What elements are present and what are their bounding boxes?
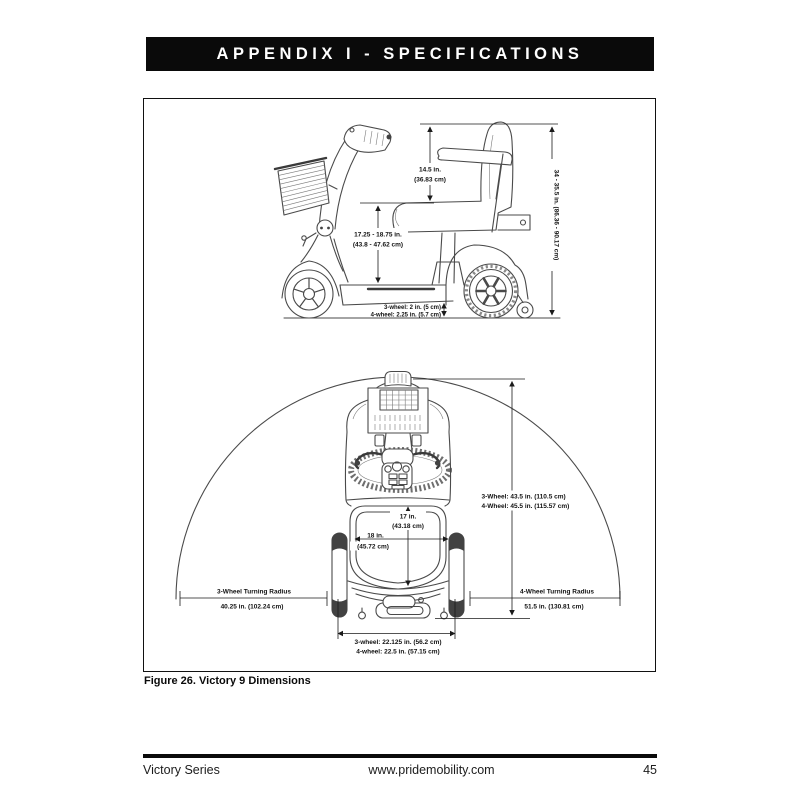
footer-rule — [143, 754, 657, 758]
dim-turning-radius-4wheel-label — [520, 589, 594, 611]
dim-overall-length-label — [480, 491, 571, 511]
svg-text:3-Wheel Turning Radius: 3-Wheel Turning Radius — [217, 588, 291, 596]
svg-text:4-Wheel Turning Radius: 4-Wheel Turning Radius — [520, 588, 594, 596]
svg-text:40.25 in. (102.24 cm): 40.25 in. (102.24 cm) — [220, 603, 284, 611]
footer-series: Victory Series — [143, 763, 220, 777]
svg-text:4-wheel: 2.25 in. (5.7 cm): 4-wheel: 2.25 in. (5.7 cm) — [370, 312, 441, 319]
dimensions-diagram — [144, 99, 654, 670]
svg-text:34 - 35.5 in. (86.36 - 90.17 c: 34 - 35.5 in. (86.36 - 90.17 cm) — [552, 169, 560, 261]
footer-page-number: 45 — [643, 763, 657, 777]
svg-text:3-Wheel: 43.5 in. (110.5 cm): 3-Wheel: 43.5 in. (110.5 cm) — [481, 493, 566, 501]
figure-box — [143, 98, 656, 672]
dim-turning-radius-3wheel-label — [217, 589, 291, 611]
page-footer — [143, 763, 657, 777]
dim-seat-width-label — [350, 531, 396, 551]
svg-text:3-wheel: 2 in. (5 cm): 3-wheel: 2 in. (5 cm) — [383, 305, 441, 311]
figure-caption: Figure 26. Victory 9 Dimensions — [144, 675, 311, 687]
side-view-drawing — [275, 122, 560, 318]
svg-text:17.25 - 18.75 in.: 17.25 - 18.75 in. — [354, 231, 402, 239]
svg-text:(36.83 cm): (36.83 cm) — [414, 176, 446, 184]
svg-text:(43.18 cm): (43.18 cm) — [392, 523, 424, 530]
svg-text:17 in.: 17 in. — [399, 513, 417, 521]
dim-seat-depth-label — [390, 511, 426, 530]
svg-text:51.5 in. (130.81 cm): 51.5 in. (130.81 cm) — [524, 603, 584, 611]
svg-text:4-wheel: 22.5 in. (57.15 cm): 4-wheel: 22.5 in. (57.15 cm) — [356, 648, 440, 656]
section-banner — [146, 37, 654, 71]
dim-overall-width-label — [354, 639, 441, 656]
svg-text:18 in.: 18 in. — [367, 532, 384, 540]
dim-floor-to-seat-label — [348, 228, 408, 250]
svg-text:3-wheel: 22.125 in. (56.2 cm): 3-wheel: 22.125 in. (56.2 cm) — [354, 639, 442, 646]
svg-text:4-Wheel: 45.5 in. (115.57 cm): 4-Wheel: 45.5 in. (115.57 cm) — [481, 503, 570, 510]
svg-text:14.5 in.: 14.5 in. — [418, 166, 442, 174]
footer-website: www.pridemobility.com — [368, 763, 495, 777]
dim-seat-to-deck-label — [409, 163, 451, 185]
section-title: APPENDIX I - SPECIFICATIONS — [216, 44, 584, 63]
dim-ground-clearance-label — [371, 305, 441, 319]
svg-text:(43.8 - 47.62 cm): (43.8 - 47.62 cm) — [352, 241, 404, 249]
svg-text:(45.72 cm): (45.72 cm) — [357, 543, 389, 551]
dim-overall-height-label — [547, 159, 560, 271]
